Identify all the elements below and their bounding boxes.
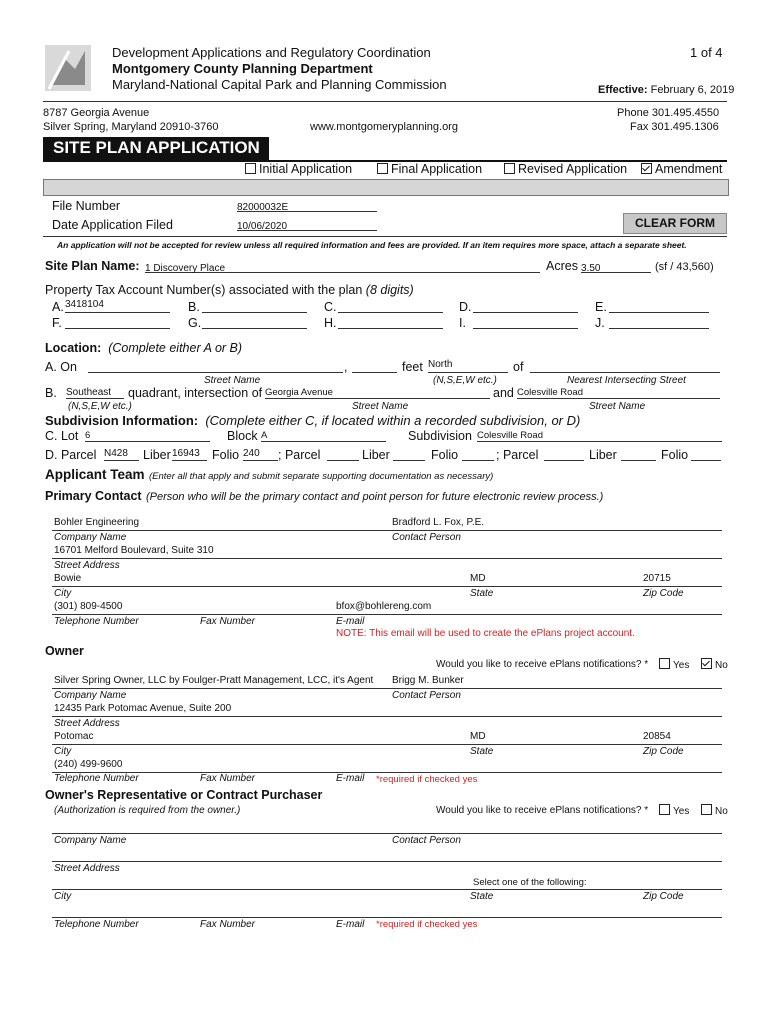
street-name-caption-3: Street Name	[589, 401, 646, 412]
rep-required-note: *required if checked yes	[376, 919, 478, 930]
site-plan-name-field[interactable]: 1 Discovery Place	[145, 258, 540, 273]
owner-city[interactable]: Potomac	[54, 731, 94, 742]
app-type-revised[interactable]: Revised Application	[504, 162, 627, 176]
rep-heading: Owner's Representative or Contract Purchaser	[45, 788, 323, 802]
tax-a-field[interactable]: 3418104	[65, 299, 170, 313]
rep-eplans-question: Would you like to receive ePlans notifications? *	[436, 805, 649, 816]
owner-zip[interactable]: 20854	[643, 731, 671, 742]
app-type-initial[interactable]: Initial Application	[245, 162, 352, 176]
owner-no-option[interactable]: No	[701, 658, 728, 671]
folio2-label: Folio	[431, 448, 459, 462]
rep-state-caption: State	[470, 891, 494, 902]
tax-i: I.	[459, 316, 466, 330]
mncppc-logo	[45, 45, 91, 91]
tax-c-field[interactable]	[338, 299, 443, 313]
rep-yes-option[interactable]: Yes	[659, 804, 689, 817]
dept-line1: Development Applications and Regulatory Coordination	[112, 45, 431, 60]
clear-form-button[interactable]: CLEAR FORM	[623, 213, 727, 234]
effective-date	[598, 84, 734, 96]
address-line2: Silver Spring, Maryland 20910-3760	[43, 121, 219, 133]
location-b-label: B.	[45, 386, 57, 400]
owner-zip-caption: Zip Code	[643, 746, 684, 757]
rep-company-field[interactable]	[52, 820, 386, 832]
tax-a: A.	[52, 300, 64, 314]
owner-phone[interactable]: (240) 499-9600	[54, 759, 123, 770]
owner-fax-caption: Fax Number	[200, 773, 256, 784]
rep-contact-field[interactable]	[392, 820, 722, 832]
folio-field[interactable]: 240	[243, 447, 278, 461]
primary-zip[interactable]: 20715	[643, 573, 671, 584]
primary-city-caption: City	[54, 588, 72, 599]
quadrant-label: quadrant, intersection of	[128, 386, 263, 400]
street-name-caption: Street Name	[204, 375, 261, 386]
lot-field[interactable]: 6	[85, 428, 210, 442]
tax-d-field[interactable]	[473, 299, 578, 313]
owner-state-caption: State	[470, 746, 494, 757]
primary-fax-caption: Fax Number	[200, 616, 256, 627]
primary-zip-caption: Zip Code	[643, 588, 684, 599]
parcel2-label: ; Parcel	[278, 448, 321, 462]
parcel3-label: ; Parcel	[496, 448, 539, 462]
location-a-direction[interactable]: North	[428, 359, 508, 373]
amendment-checkbox[interactable]	[641, 163, 652, 174]
rep-company-caption: Company Name	[54, 835, 127, 846]
rep-street-field[interactable]	[52, 848, 722, 860]
block-label: Block	[227, 429, 258, 443]
owner-email-caption: E-mail	[336, 773, 365, 784]
address-line1: 8787 Georgia Avenue	[43, 107, 150, 119]
email-note: NOTE: This email will be used to create the ePlans project account.	[336, 628, 635, 639]
notice-text: An application will not be accepted for review unless all required information and fees are provided. If an item requires more space, attach a separate sheet.	[57, 240, 687, 250]
tax-f-field[interactable]	[65, 315, 170, 329]
row-line-o2	[52, 716, 722, 717]
rep-select-state[interactable]: Select one of the following:	[473, 877, 587, 888]
location-feet-label: feet	[402, 360, 423, 374]
row-line-o3	[52, 744, 722, 745]
liber3-field[interactable]	[621, 447, 656, 461]
subdivision-label: Subdivision	[408, 429, 472, 443]
primary-company-caption: Company Name	[54, 532, 127, 543]
applicant-team-heading: Applicant Team (Enter all that apply and submit separate supporting documentation as necessary)	[45, 467, 494, 482]
block-field[interactable]: A	[261, 428, 386, 442]
final-checkbox[interactable]	[377, 163, 388, 174]
location-b-street2[interactable]: Colesville Road	[517, 385, 720, 399]
folio3-field[interactable]	[691, 447, 721, 461]
owner-state[interactable]: MD	[470, 731, 486, 742]
revised-checkbox[interactable]	[504, 163, 515, 174]
tax-j: J.	[595, 316, 605, 330]
page-number: 1 of 4	[690, 45, 723, 60]
page-title: SITE PLAN APPLICATION	[53, 138, 260, 157]
row-line-p3	[52, 586, 722, 587]
owner-company-caption: Company Name	[54, 690, 127, 701]
row-line-r4	[52, 917, 722, 918]
primary-phone-caption: Telephone Number	[54, 616, 139, 627]
location-a-feet-field[interactable]	[352, 359, 397, 373]
owner-yes-checkbox[interactable]	[659, 658, 670, 669]
row-line-p4	[52, 614, 722, 615]
owner-street[interactable]: 12435 Park Potomac Avenue, Suite 200	[54, 703, 232, 714]
app-type-final[interactable]: Final Application	[377, 162, 482, 176]
folio3-label: Folio	[661, 448, 689, 462]
rep-email-caption: E-mail	[336, 919, 365, 930]
location-a-comma: ,	[344, 360, 348, 374]
location-a-street[interactable]	[88, 359, 343, 373]
subdivision-field[interactable]: Colesville Road	[477, 428, 722, 442]
nearest-caption: Nearest Intersecting Street	[567, 375, 686, 386]
tax-c: C.	[324, 300, 337, 314]
location-b-street1[interactable]: Georgia Avenue	[265, 385, 490, 399]
folio-label: Folio	[212, 448, 240, 462]
rep-yes-checkbox[interactable]	[659, 804, 670, 815]
row-line-p1	[52, 530, 722, 531]
location-a-label: A. On	[45, 360, 77, 374]
primary-contact-person[interactable]: Bradford L. Fox, P.E.	[392, 517, 485, 528]
liber3-label: Liber	[589, 448, 617, 462]
tax-f: F.	[52, 316, 62, 330]
rep-contact-caption: Contact Person	[392, 835, 461, 846]
parcel3-field[interactable]	[544, 447, 584, 461]
primary-street[interactable]: 16701 Melford Boulevard, Suite 310	[54, 545, 214, 556]
and-label: and	[493, 386, 514, 400]
rep-no-checkbox[interactable]	[701, 804, 712, 815]
initial-checkbox[interactable]	[245, 163, 256, 174]
tax-h: H.	[324, 316, 337, 330]
location-a-intersecting[interactable]	[530, 359, 720, 373]
gray-band	[43, 179, 729, 196]
subdivision-heading: Subdivision Information: (Complete either C, if located within a recorded subdivision, or D)	[45, 413, 581, 428]
owner-street-caption: Street Address	[54, 718, 120, 729]
header-divider	[43, 101, 727, 102]
owner-required-note: *required if checked yes	[376, 774, 478, 785]
effective-value: February 6, 2019	[650, 84, 735, 96]
owner-contact-person[interactable]: Brigg M. Bunker	[392, 675, 464, 686]
location-of-label: of	[513, 360, 524, 374]
row-line-r3	[52, 889, 722, 890]
row-line-r2	[52, 861, 722, 862]
acres-label: Acres	[546, 259, 578, 273]
row-line-o1	[52, 688, 722, 689]
street-name-caption-2: Street Name	[352, 401, 409, 412]
primary-state-caption: State	[470, 588, 494, 599]
primary-state[interactable]: MD	[470, 573, 486, 584]
owner-company[interactable]: Silver Spring Owner, LLC by Foulger-Pratt Management, LCC, it's Agent	[54, 675, 374, 686]
parcel2-field[interactable]	[327, 447, 359, 461]
effective-label: Effective:	[598, 84, 648, 96]
tax-i-field[interactable]	[473, 315, 578, 329]
date-filed-label: Date Application Filed	[52, 218, 173, 232]
rep-phone-caption: Telephone Number	[54, 919, 139, 930]
tax-g-field[interactable]	[202, 315, 307, 329]
primary-contact-heading: Primary Contact (Person who will be the primary contact and point person for future electronic review process.)	[45, 489, 604, 503]
rep-street-caption: Street Address	[54, 863, 120, 874]
owner-heading: Owner	[45, 644, 84, 658]
file-number-label: File Number	[52, 199, 121, 213]
liber-field[interactable]: 16943	[172, 447, 207, 461]
tax-b: B.	[188, 300, 200, 314]
folio2-field[interactable]	[462, 447, 494, 461]
tax-account-label: Property Tax Account Number(s) associated with the plan (8 digits)	[45, 283, 414, 297]
rep-fax-caption: Fax Number	[200, 919, 256, 930]
liber2-label: Liber	[362, 448, 390, 462]
fax: Fax 301.495.1306	[630, 121, 719, 133]
rep-city-caption: City	[54, 891, 72, 902]
primary-email-caption: E-mail	[336, 616, 365, 627]
primary-phone[interactable]: (301) 809-4500	[54, 601, 123, 612]
primary-company[interactable]: Bohler Engineering	[54, 517, 140, 528]
divider-1	[43, 236, 727, 237]
tax-b-field[interactable]	[202, 299, 307, 313]
primary-contact-caption: Contact Person	[392, 532, 461, 543]
tax-h-field[interactable]	[338, 315, 443, 329]
location-b-direction[interactable]: Southeast	[66, 385, 124, 399]
site-plan-label: Site Plan Name:	[45, 259, 140, 273]
row-line-o4	[52, 772, 722, 773]
primary-email[interactable]: bfox@bohlereng.com	[336, 601, 432, 612]
liber-label: Liber	[143, 448, 171, 462]
parcel-field[interactable]: N428	[104, 447, 139, 461]
row-line-r1	[52, 833, 722, 834]
owner-contact-caption: Contact Person	[392, 690, 461, 701]
owner-no-checkbox[interactable]	[701, 658, 712, 669]
app-type-amendment[interactable]: Amendment	[641, 162, 722, 176]
owner-phone-caption: Telephone Number	[54, 773, 139, 784]
nsew-caption-2: (N,S,E,W etc.)	[68, 401, 132, 412]
parcel-label: D. Parcel	[45, 448, 97, 462]
dept-line2: Montgomery County Planning Department	[112, 61, 373, 76]
liber2-field[interactable]	[393, 447, 425, 461]
owner-eplans-question: Would you like to receive ePlans notifications? *	[436, 659, 649, 670]
acres-field[interactable]: 3.50	[581, 258, 651, 273]
tax-d: D.	[459, 300, 472, 314]
lot-label: C. Lot	[45, 429, 79, 443]
sf-hint: (sf / 43,560)	[655, 261, 714, 273]
row-line-p2	[52, 558, 722, 559]
rep-no-option[interactable]: No	[701, 804, 728, 817]
location-heading: Location: (Complete either A or B)	[45, 341, 243, 355]
nsew-caption: (N,S,E,W etc.)	[433, 375, 497, 386]
file-number-field[interactable]: 82000032E	[237, 197, 377, 212]
phone: Phone 301.495.4550	[617, 107, 720, 119]
rep-zip-caption: Zip Code	[643, 891, 684, 902]
website: www.montgomeryplanning.org	[310, 121, 458, 133]
owner-yes-option[interactable]: Yes	[659, 658, 689, 671]
primary-city[interactable]: Bowie	[54, 573, 82, 584]
tax-g: G.	[188, 316, 202, 330]
tax-e-field[interactable]	[609, 299, 709, 313]
date-filed-field[interactable]: 10/06/2020	[237, 216, 377, 231]
tax-e: E.	[595, 300, 607, 314]
owner-city-caption: City	[54, 746, 72, 757]
rep-hint: (Authorization is required from the owner.)	[54, 805, 241, 816]
primary-street-caption: Street Address	[54, 560, 120, 571]
dept-line3: Maryland-National Capital Park and Planning Commission	[112, 77, 447, 92]
tax-j-field[interactable]	[609, 315, 709, 329]
